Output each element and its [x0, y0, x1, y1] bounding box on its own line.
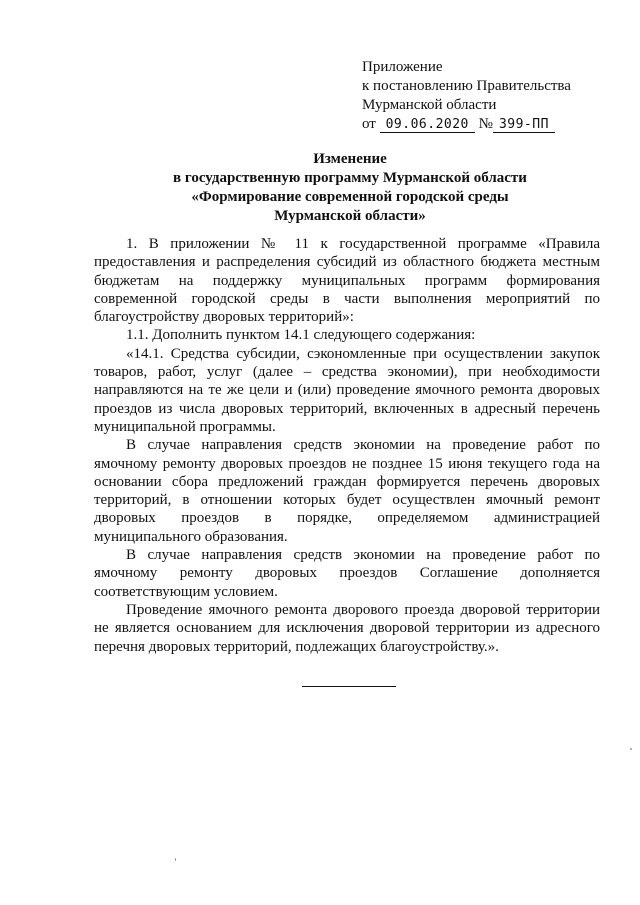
paragraph-4: В случае направления средств экономии на проведение работ по ямочному ремонту дворовых проездов не позднее 15 июня текущего года на основании сбора предложений граждан формируется перечень дворовых территорий, в отношении которых будет осуществлен ямочный ремонт дворовых проездов в порядке, определяемом администрацией муниципального образования.: [94, 437, 600, 545]
date-prefix: от: [362, 116, 376, 132]
end-separator-line: [302, 686, 396, 687]
title-line-1: Изменение: [313, 151, 387, 167]
region-name: Мурманской области: [362, 97, 497, 113]
number-sign: №: [478, 116, 493, 132]
scan-speck: [175, 858, 176, 861]
title-line-2: в государственную программу Мурманской области: [173, 170, 527, 186]
decree-date-number: [362, 115, 622, 134]
paragraph-2: 1.1. Дополнить пунктом 14.1 следующего содержания:: [126, 327, 476, 344]
decree-number: 399-ПП: [493, 117, 555, 133]
appendix-label: Приложение: [362, 59, 443, 75]
document-body: [94, 235, 600, 656]
title-line-3: «Формирование современной городской среды: [191, 189, 509, 205]
appendix-header: [362, 58, 622, 134]
decree-reference: к постановлению Правительства: [362, 78, 571, 94]
paragraph-3: «14.1. Средства субсидии, сэкономленные при осуществлении закупок товаров, работ, услуг (далее – средства экономии), при необходимости направляются на те же цели и (или) проведение ямочного ремонта дворовых проездов из числа дворовых территорий, включенных в адресный перечень муниципальной программы.: [94, 345, 600, 435]
document-title: [60, 150, 640, 226]
paragraph-1: 1. В приложении № 11 к государственной программе «Правила предоставления и распределения субсидий из областного бюджета местным бюджетам на поддержку муниципальных программ формирования современной городской среды в части выполнения мероприятий по благоустройству дворовых территорий»:: [94, 236, 600, 326]
paragraph-5: В случае направления средств экономии на проведение работ по ямочному ремонту дворовых проездов Соглашение дополняется соответствующим условием.: [94, 547, 600, 600]
title-line-4: Мурманской области»: [274, 208, 426, 224]
decree-date: 09.06.2020: [380, 117, 475, 133]
scan-speck: [630, 748, 632, 750]
paragraph-6: Проведение ямочного ремонта дворового проезда дворовой территории не является основанием для исключения дворовой территории из адресного перечня дворовых территорий, подлежащих благоустройству.».: [94, 601, 600, 655]
